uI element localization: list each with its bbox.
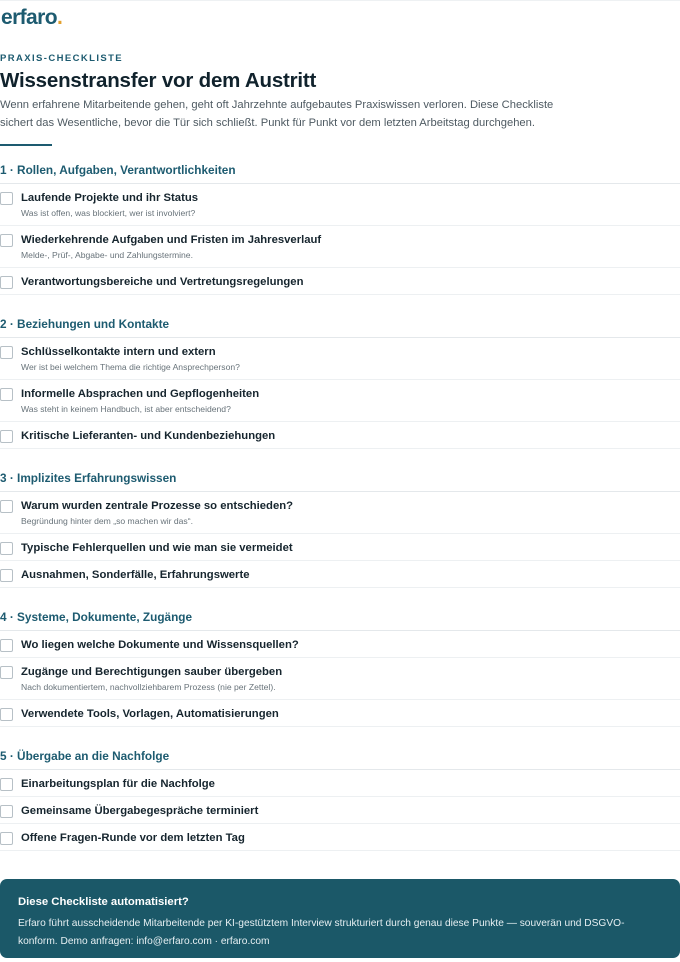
item-title: Warum wurden zentrale Prozesse so entschieden? <box>21 500 294 512</box>
item-title: Offene Fragen-Runde vor dem letzten Tag <box>21 832 245 844</box>
item-title: Typische Fehlerquellen und wie man sie vermeidet <box>21 542 293 554</box>
item-description: Nach dokumentiertem, nachvollziehbarem Prozess (nie per Zettel). <box>21 682 276 692</box>
checklist-item[interactable] <box>0 700 680 727</box>
page-intro: Wenn erfahrene Mitarbeitende gehen, geht oft Jahrzehnte aufgebautes Praxiswissen verloren. Diese Checkliste sichert das Wesentliche, bevor die Tür sich schließt. Punkt für Punkt vor dem letzten Arbeitstag durchgehen. <box>0 99 554 129</box>
checkbox[interactable] <box>0 346 13 359</box>
checklist-item[interactable] <box>0 770 680 797</box>
item-title: Wiederkehrende Aufgaben und Fristen im Jahresverlauf <box>21 234 322 246</box>
checkbox[interactable] <box>0 388 13 401</box>
title-underline <box>0 144 52 146</box>
checkbox[interactable] <box>0 542 13 555</box>
item-description: Melde-, Prüf-, Abgabe- und Zahlungstermine. <box>21 250 193 260</box>
brand-name: erfaro <box>1 6 57 29</box>
section-title: 5 · Übergabe an die Nachfolge <box>0 741 680 770</box>
item-description: Was ist offen, was blockiert, wer ist involviert? <box>21 208 196 218</box>
item-title: Zugänge und Berechtigungen sauber übergeben <box>21 666 283 678</box>
brand-logo[interactable] <box>1 6 62 30</box>
item-title: Verantwortungsbereiche und Vertretungsregelungen <box>21 276 304 288</box>
checklist-item[interactable] <box>0 422 680 449</box>
checklist-item[interactable] <box>0 380 680 422</box>
checklist-item[interactable] <box>0 631 680 658</box>
item-title: Laufende Projekte und ihr Status <box>21 192 199 204</box>
section-tacit-knowledge <box>0 463 680 588</box>
checklist-item[interactable] <box>0 226 680 268</box>
checkbox[interactable] <box>0 805 13 818</box>
item-title: Einarbeitungsplan für die Nachfolge <box>21 778 215 790</box>
checkbox[interactable] <box>0 430 13 443</box>
section-systems <box>0 602 680 727</box>
item-description: Begründung hinter dem „so machen wir das“. <box>21 516 193 526</box>
section-contacts <box>0 309 680 449</box>
item-title: Verwendete Tools, Vorlagen, Automatisierungen <box>21 708 279 720</box>
checkbox[interactable] <box>0 778 13 791</box>
checklist-item[interactable] <box>0 561 680 588</box>
checkbox[interactable] <box>0 569 13 582</box>
checklist-item[interactable] <box>0 338 680 380</box>
checkbox[interactable] <box>0 708 13 721</box>
cta-text[interactable]: Erfaro führt ausscheidende Mitarbeitende per KI-gestütztem Interview strukturiert durch genau diese Punkte — souverän und DSGVO-konform. Demo anfragen: info@erfaro.com · erfaro.com <box>18 918 625 947</box>
item-title: Gemeinsame Übergabegespräche terminiert <box>21 805 259 817</box>
section-title: 2 · Beziehungen und Kontakte <box>0 309 680 338</box>
checklist-item[interactable] <box>0 268 680 295</box>
item-title: Ausnahmen, Sonderfälle, Erfahrungswerte <box>21 569 250 581</box>
item-title: Wo liegen welche Dokumente und Wissensquellen? <box>21 639 299 651</box>
checklist-item[interactable] <box>0 534 680 561</box>
checkbox[interactable] <box>0 192 13 205</box>
section-title: 1 · Rollen, Aufgaben, Verantwortlichkeiten <box>0 155 680 184</box>
checklist-item[interactable] <box>0 658 680 700</box>
section-title: 3 · Implizites Erfahrungswissen <box>0 463 680 492</box>
checkbox[interactable] <box>0 832 13 845</box>
item-title: Kritische Lieferanten- und Kundenbeziehungen <box>21 430 276 442</box>
top-divider <box>0 0 680 1</box>
checkbox[interactable] <box>0 500 13 513</box>
checkbox[interactable] <box>0 276 13 289</box>
item-description: Wer ist bei welchem Thema die richtige Ansprechperson? <box>21 362 240 372</box>
cta-title: Diese Checkliste automatisiert? <box>18 896 189 908</box>
checkbox[interactable] <box>0 234 13 247</box>
checklist-item[interactable] <box>0 824 680 851</box>
item-title: Informelle Absprachen und Gepflogenheiten <box>21 388 260 400</box>
checklist-item[interactable] <box>0 797 680 824</box>
checkbox[interactable] <box>0 639 13 652</box>
brand-dot: . <box>56 6 63 29</box>
checklist-item[interactable] <box>0 492 680 534</box>
checklist-item[interactable] <box>0 184 680 226</box>
page-kicker: PRAXIS-CHECKLISTE <box>0 53 124 64</box>
section-title: 4 · Systeme, Dokumente, Zugänge <box>0 602 680 631</box>
item-description: Was steht in keinem Handbuch, ist aber entscheidend? <box>21 404 231 414</box>
page-title: Wissenstransfer vor dem Austritt <box>0 69 317 92</box>
checkbox[interactable] <box>0 666 13 679</box>
section-handover <box>0 741 680 851</box>
section-roles <box>0 155 680 295</box>
item-title: Schlüsselkontakte intern und extern <box>21 346 216 358</box>
cta-banner <box>0 879 680 958</box>
